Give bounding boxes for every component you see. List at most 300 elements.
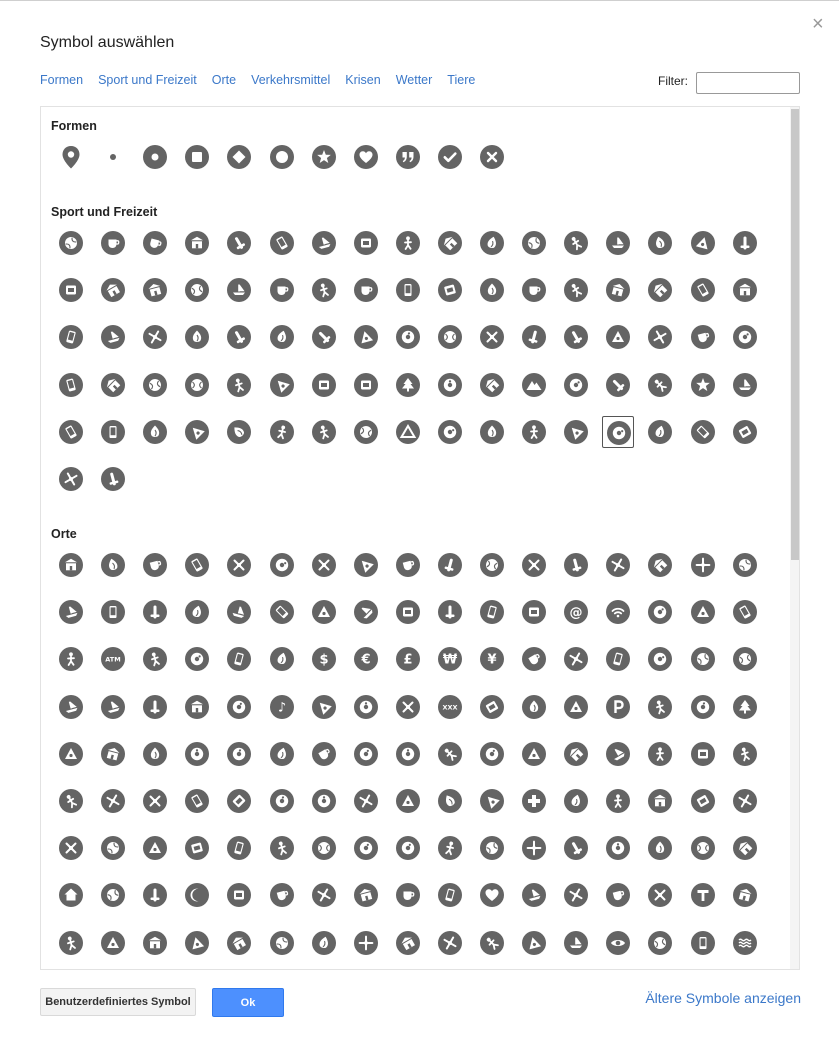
star-icon [312, 145, 336, 169]
symbol-option[interactable] [518, 738, 550, 770]
symbol-option[interactable] [392, 738, 424, 770]
symbol-option[interactable] [560, 321, 592, 353]
symbol-option[interactable] [392, 227, 424, 259]
symbol-option[interactable] [392, 879, 424, 911]
symbol-option[interactable] [687, 832, 719, 864]
symbol-option[interactable] [181, 927, 213, 959]
tab-verkehrsmittel[interactable]: Verkehrsmittel [251, 73, 331, 87]
scrollbar-thumb[interactable] [791, 109, 799, 560]
symbol-option[interactable] [97, 227, 129, 259]
symbol-option[interactable] [518, 832, 550, 864]
reception-icon [606, 742, 630, 766]
symbol-option[interactable] [602, 927, 634, 959]
symbol-option[interactable] [518, 927, 550, 959]
symbol-option[interactable] [181, 738, 213, 770]
symbol-option[interactable] [139, 738, 171, 770]
symbol-option[interactable] [350, 227, 382, 259]
symbol-option[interactable] [97, 416, 129, 448]
axe-icon [564, 420, 588, 444]
symbol-option[interactable] [476, 738, 508, 770]
symbol-option[interactable] [644, 832, 676, 864]
symbol-option[interactable] [308, 416, 340, 448]
ok-button[interactable]: Ok [212, 988, 284, 1017]
symbol-option[interactable] [560, 643, 592, 675]
cocktail-icon [522, 553, 546, 577]
symbol-option[interactable] [560, 691, 592, 723]
symbol-option[interactable] [181, 832, 213, 864]
symbol-option[interactable] [729, 416, 761, 448]
symbol-option[interactable] [476, 691, 508, 723]
pound-icon [396, 647, 420, 671]
symbol-option[interactable] [392, 643, 424, 675]
symbol-option[interactable] [97, 321, 129, 353]
symbol-option[interactable] [55, 141, 87, 173]
symbol-option[interactable] [308, 549, 340, 581]
symbol-option[interactable] [181, 785, 213, 817]
symbol-option[interactable] [392, 321, 424, 353]
symbol-option[interactable] [729, 227, 761, 259]
symbol-option[interactable] [476, 549, 508, 581]
cinema-screen-icon [733, 647, 757, 671]
filter-input[interactable] [696, 72, 800, 94]
symbol-option[interactable] [434, 321, 466, 353]
baseball-icon [59, 231, 83, 255]
symbol-option[interactable] [434, 879, 466, 911]
symbol-option[interactable] [266, 643, 298, 675]
symbol-option[interactable] [308, 643, 340, 675]
symbol-option[interactable] [55, 596, 87, 628]
symbol-option[interactable] [476, 879, 508, 911]
symbol-option[interactable] [223, 274, 255, 306]
symbol-option[interactable] [308, 274, 340, 306]
symbol-option[interactable] [729, 691, 761, 723]
symbol-option[interactable] [434, 549, 466, 581]
symbol-option[interactable] [139, 879, 171, 911]
swimming-pool-icon [59, 373, 83, 397]
palm-tree-icon [480, 373, 504, 397]
symbol-option[interactable] [181, 416, 213, 448]
symbol-option[interactable] [434, 274, 466, 306]
grill-icon [522, 420, 546, 444]
symbol-option[interactable] [687, 549, 719, 581]
symbol-option[interactable] [350, 369, 382, 401]
symbol-option[interactable] [55, 643, 87, 675]
symbol-option[interactable] [350, 927, 382, 959]
symbol-option[interactable] [729, 321, 761, 353]
ice-cream-icon [480, 553, 504, 577]
symbol-option[interactable] [308, 321, 340, 353]
symbol-option[interactable] [55, 879, 87, 911]
symbol-option[interactable] [139, 321, 171, 353]
symbol-option[interactable] [308, 879, 340, 911]
symbol-option[interactable] [266, 927, 298, 959]
symbol-option[interactable] [223, 879, 255, 911]
symbol-option[interactable] [729, 832, 761, 864]
symbol-option[interactable] [729, 738, 761, 770]
symbol-option[interactable] [266, 227, 298, 259]
symbol-option[interactable] [97, 596, 129, 628]
boxing-glove-icon [606, 231, 630, 255]
symbol-option[interactable] [55, 927, 87, 959]
symbol-option[interactable] [223, 369, 255, 401]
symbol-option[interactable] [602, 879, 634, 911]
symbol-option[interactable] [97, 463, 129, 495]
symbol-option[interactable] [644, 321, 676, 353]
symbol-option[interactable] [350, 738, 382, 770]
dollar-exchange-icon [227, 647, 251, 671]
symbol-option[interactable] [350, 643, 382, 675]
symbol-option[interactable] [308, 691, 340, 723]
symbol-option[interactable] [308, 596, 340, 628]
symbol-option[interactable] [602, 227, 634, 259]
symbol-option[interactable] [223, 691, 255, 723]
symbol-option[interactable] [476, 227, 508, 259]
symbol-option[interactable] [729, 927, 761, 959]
symbol-option[interactable] [602, 643, 634, 675]
symbol-option[interactable] [602, 321, 634, 353]
symbol-option[interactable] [392, 691, 424, 723]
symbol-option[interactable] [729, 879, 761, 911]
symbol-option[interactable] [266, 832, 298, 864]
symbol-option[interactable] [350, 141, 382, 173]
symbol-option[interactable] [308, 227, 340, 259]
symbol-option[interactable] [644, 274, 676, 306]
symbol-option[interactable] [729, 785, 761, 817]
symbol-option[interactable] [392, 785, 424, 817]
symbol-option[interactable] [266, 321, 298, 353]
tent-icon [396, 420, 420, 444]
tab-tiere[interactable]: Tiere [447, 73, 476, 87]
custom-symbol-button[interactable]: Benutzerdefiniertes Symbol [40, 988, 196, 1016]
symbol-option[interactable] [181, 141, 213, 173]
symbol-option[interactable] [476, 832, 508, 864]
symbol-option[interactable] [392, 596, 424, 628]
symbol-option[interactable] [223, 738, 255, 770]
symbol-option[interactable] [181, 549, 213, 581]
symbol-option[interactable] [181, 321, 213, 353]
symbol-option[interactable] [97, 879, 129, 911]
symbol-option[interactable] [476, 416, 508, 448]
symbol-option[interactable] [644, 879, 676, 911]
symbol-option[interactable] [602, 596, 634, 628]
symbol-option[interactable] [266, 691, 298, 723]
symbol-option[interactable] [687, 691, 719, 723]
symbol-option[interactable] [602, 691, 634, 723]
symbol-option[interactable] [644, 738, 676, 770]
symbol-option[interactable] [687, 738, 719, 770]
symbol-option[interactable] [55, 463, 87, 495]
symbol-option[interactable] [434, 691, 466, 723]
symbol-option[interactable] [476, 321, 508, 353]
symbol-option[interactable] [223, 227, 255, 259]
symbol-option[interactable] [266, 785, 298, 817]
symbol-option[interactable] [350, 596, 382, 628]
symbol-option[interactable] [308, 369, 340, 401]
symbol-option[interactable] [350, 321, 382, 353]
symbol-option[interactable] [476, 927, 508, 959]
symbol-option[interactable] [266, 274, 298, 306]
symbol-option[interactable] [560, 274, 592, 306]
symbol-option[interactable] [223, 596, 255, 628]
symbol-option[interactable] [560, 738, 592, 770]
scrollbar[interactable] [790, 107, 800, 969]
symbol-option[interactable] [392, 832, 424, 864]
symbol-option[interactable] [560, 416, 592, 448]
symbol-option[interactable] [308, 927, 340, 959]
symbol-option[interactable] [181, 227, 213, 259]
symbol-option[interactable] [55, 321, 87, 353]
symbol-option[interactable] [729, 549, 761, 581]
symbol-option[interactable] [266, 879, 298, 911]
symbol-option[interactable] [392, 927, 424, 959]
symbol-option[interactable] [560, 549, 592, 581]
symbol-option[interactable] [602, 785, 634, 817]
symbol-option[interactable] [687, 785, 719, 817]
symbol-option[interactable] [729, 596, 761, 628]
symbol-option[interactable] [223, 416, 255, 448]
tab-formen[interactable]: Formen [40, 73, 84, 87]
symbol-option[interactable] [644, 227, 676, 259]
symbol-option[interactable] [602, 549, 634, 581]
wifi-icon [606, 600, 630, 624]
symbol-option[interactable] [181, 369, 213, 401]
symbol-option[interactable] [518, 596, 550, 628]
symbol-option[interactable] [139, 927, 171, 959]
symbol-option[interactable] [181, 691, 213, 723]
symbol-option[interactable] [560, 879, 592, 911]
symbol-option[interactable] [476, 274, 508, 306]
car-rental-icon [396, 883, 420, 907]
symbol-option[interactable] [729, 643, 761, 675]
symbol-option[interactable] [350, 785, 382, 817]
symbol-option[interactable] [266, 369, 298, 401]
symbol-option[interactable] [55, 738, 87, 770]
symbol-option[interactable] [97, 691, 129, 723]
symbol-option[interactable] [266, 596, 298, 628]
symbol-option[interactable] [518, 785, 550, 817]
symbol-option[interactable] [644, 369, 676, 401]
ticket-icon [59, 467, 83, 491]
symbol-option[interactable] [560, 927, 592, 959]
symbol-option[interactable] [55, 832, 87, 864]
symbol-option[interactable] [181, 274, 213, 306]
symbol-option[interactable] [223, 141, 255, 173]
symbol-option[interactable] [392, 549, 424, 581]
symbol-option[interactable] [308, 785, 340, 817]
martial-arts-icon [648, 231, 672, 255]
symbol-option[interactable] [139, 691, 171, 723]
symbol-option[interactable] [55, 416, 87, 448]
symbol-option[interactable] [97, 141, 129, 173]
symbol-option[interactable] [476, 369, 508, 401]
legacy-symbols-link[interactable]: Ältere Symbole anzeigen [645, 990, 801, 1006]
symbol-option[interactable] [602, 369, 634, 401]
symbol-option[interactable] [266, 141, 298, 173]
symbol-option[interactable] [729, 274, 761, 306]
symbol-option[interactable] [350, 691, 382, 723]
symbol-option[interactable] [308, 141, 340, 173]
symbol-option[interactable] [308, 832, 340, 864]
calendar-icon [59, 647, 83, 671]
tab-orte[interactable]: Orte [211, 73, 237, 87]
symbol-option[interactable] [223, 549, 255, 581]
symbol-option[interactable] [687, 274, 719, 306]
symbol-option[interactable] [687, 321, 719, 353]
symbol-option[interactable] [434, 369, 466, 401]
symbol-option[interactable] [518, 227, 550, 259]
symbol-option[interactable] [560, 832, 592, 864]
symbol-option[interactable] [55, 691, 87, 723]
symbol-option[interactable] [434, 832, 466, 864]
symbol-option[interactable] [644, 691, 676, 723]
symbol-option[interactable] [181, 879, 213, 911]
symbol-option[interactable] [644, 596, 676, 628]
symbol-option[interactable] [139, 832, 171, 864]
castle-icon [480, 836, 504, 860]
symbol-option[interactable] [434, 141, 466, 173]
symbol-option[interactable] [223, 643, 255, 675]
symbol-option[interactable] [392, 141, 424, 173]
symbol-option[interactable] [139, 416, 171, 448]
symbol-option[interactable] [350, 274, 382, 306]
symbol-option[interactable] [139, 549, 171, 581]
symbol-option[interactable] [139, 227, 171, 259]
construction-icon [564, 836, 588, 860]
symbol-option[interactable] [518, 879, 550, 911]
symbol-option[interactable] [644, 927, 676, 959]
symbol-option[interactable] [476, 785, 508, 817]
tab-sport-und-freizeit[interactable]: Sport und Freizeit [98, 73, 197, 87]
symbol-option[interactable] [139, 643, 171, 675]
symbol-option[interactable] [434, 738, 466, 770]
symbol-option[interactable] [518, 549, 550, 581]
symbol-option[interactable] [97, 549, 129, 581]
symbol-option[interactable] [55, 274, 87, 306]
symbol-option[interactable] [687, 927, 719, 959]
surfing-icon [648, 325, 672, 349]
symbol-option[interactable] [518, 643, 550, 675]
symbol-option[interactable] [644, 416, 676, 448]
burger-icon [143, 553, 167, 577]
hot-dog-icon [185, 553, 209, 577]
symbol-option[interactable] [350, 549, 382, 581]
symbol-option[interactable] [223, 321, 255, 353]
symbol-option[interactable] [476, 643, 508, 675]
symbol-option[interactable] [139, 369, 171, 401]
kitesurf-icon [691, 325, 715, 349]
symbol-option[interactable] [518, 691, 550, 723]
symbol-option[interactable] [434, 785, 466, 817]
symbol-option[interactable] [687, 416, 719, 448]
symbol-option[interactable] [350, 416, 382, 448]
symbol-option[interactable] [434, 596, 466, 628]
symbol-option[interactable] [139, 596, 171, 628]
symbol-option[interactable] [139, 141, 171, 173]
symbol-option[interactable] [518, 369, 550, 401]
symbol-option[interactable] [139, 274, 171, 306]
symbol-option[interactable] [602, 274, 634, 306]
symbol-option[interactable] [602, 832, 634, 864]
svg-text:@: @ [569, 605, 583, 621]
symbol-option[interactable] [687, 879, 719, 911]
symbol-option[interactable] [97, 927, 129, 959]
symbol-option[interactable] [266, 416, 298, 448]
symbol-option[interactable] [97, 785, 129, 817]
symbol-option[interactable] [139, 785, 171, 817]
symbol-option[interactable] [602, 416, 634, 448]
symbol-option[interactable] [223, 785, 255, 817]
kayak-icon [522, 325, 546, 349]
tab-krisen[interactable]: Krisen [345, 73, 381, 87]
symbol-option[interactable] [560, 369, 592, 401]
symbol-option[interactable] [434, 416, 466, 448]
close-icon[interactable]: × [812, 13, 824, 35]
symbol-option[interactable] [97, 274, 129, 306]
symbol-option[interactable] [560, 596, 592, 628]
symbol-option[interactable] [560, 785, 592, 817]
symbol-option[interactable] [476, 141, 508, 173]
symbol-option[interactable] [392, 416, 424, 448]
symbol-option[interactable] [308, 738, 340, 770]
symbol-option[interactable] [55, 785, 87, 817]
symbol-option[interactable] [97, 738, 129, 770]
symbol-option[interactable] [350, 879, 382, 911]
symbol-option[interactable] [55, 227, 87, 259]
symbol-option[interactable] [97, 643, 129, 675]
symbol-option[interactable] [181, 643, 213, 675]
beer-icon [606, 553, 630, 577]
symbol-option[interactable] [687, 643, 719, 675]
symbol-option[interactable] [266, 549, 298, 581]
symbol-option[interactable] [518, 274, 550, 306]
symbol-option[interactable] [392, 274, 424, 306]
symbol-option[interactable] [55, 369, 87, 401]
symbol-option[interactable] [55, 549, 87, 581]
symbol-option[interactable] [392, 369, 424, 401]
symbol-option[interactable] [644, 643, 676, 675]
symbol-option[interactable] [687, 227, 719, 259]
ramp-icon [438, 742, 462, 766]
symbol-option[interactable] [434, 643, 466, 675]
hospital-heart-icon [564, 789, 588, 813]
symbol-panel [40, 106, 800, 970]
euro-icon [354, 647, 378, 671]
symbol-option[interactable] [729, 369, 761, 401]
symbol-option[interactable] [223, 832, 255, 864]
symbol-option[interactable] [602, 738, 634, 770]
symbol-option[interactable] [687, 369, 719, 401]
symbol-option[interactable] [350, 832, 382, 864]
symbol-option[interactable] [434, 227, 466, 259]
symbol-option[interactable] [97, 369, 129, 401]
symbol-option[interactable] [560, 227, 592, 259]
symbol-option[interactable] [644, 785, 676, 817]
symbol-option[interactable] [266, 738, 298, 770]
wrench-icon [733, 883, 757, 907]
symbol-option[interactable] [518, 416, 550, 448]
waves-icon [733, 931, 757, 955]
symbol-option[interactable] [476, 596, 508, 628]
symbol-option[interactable] [97, 832, 129, 864]
monument-icon [185, 836, 209, 860]
symbol-option[interactable] [518, 321, 550, 353]
symbol-option[interactable] [687, 596, 719, 628]
symbol-option[interactable] [434, 927, 466, 959]
symbol-option[interactable] [223, 927, 255, 959]
symbol-option[interactable] [181, 596, 213, 628]
tab-wetter[interactable]: Wetter [395, 73, 433, 87]
symbol-option[interactable] [644, 549, 676, 581]
